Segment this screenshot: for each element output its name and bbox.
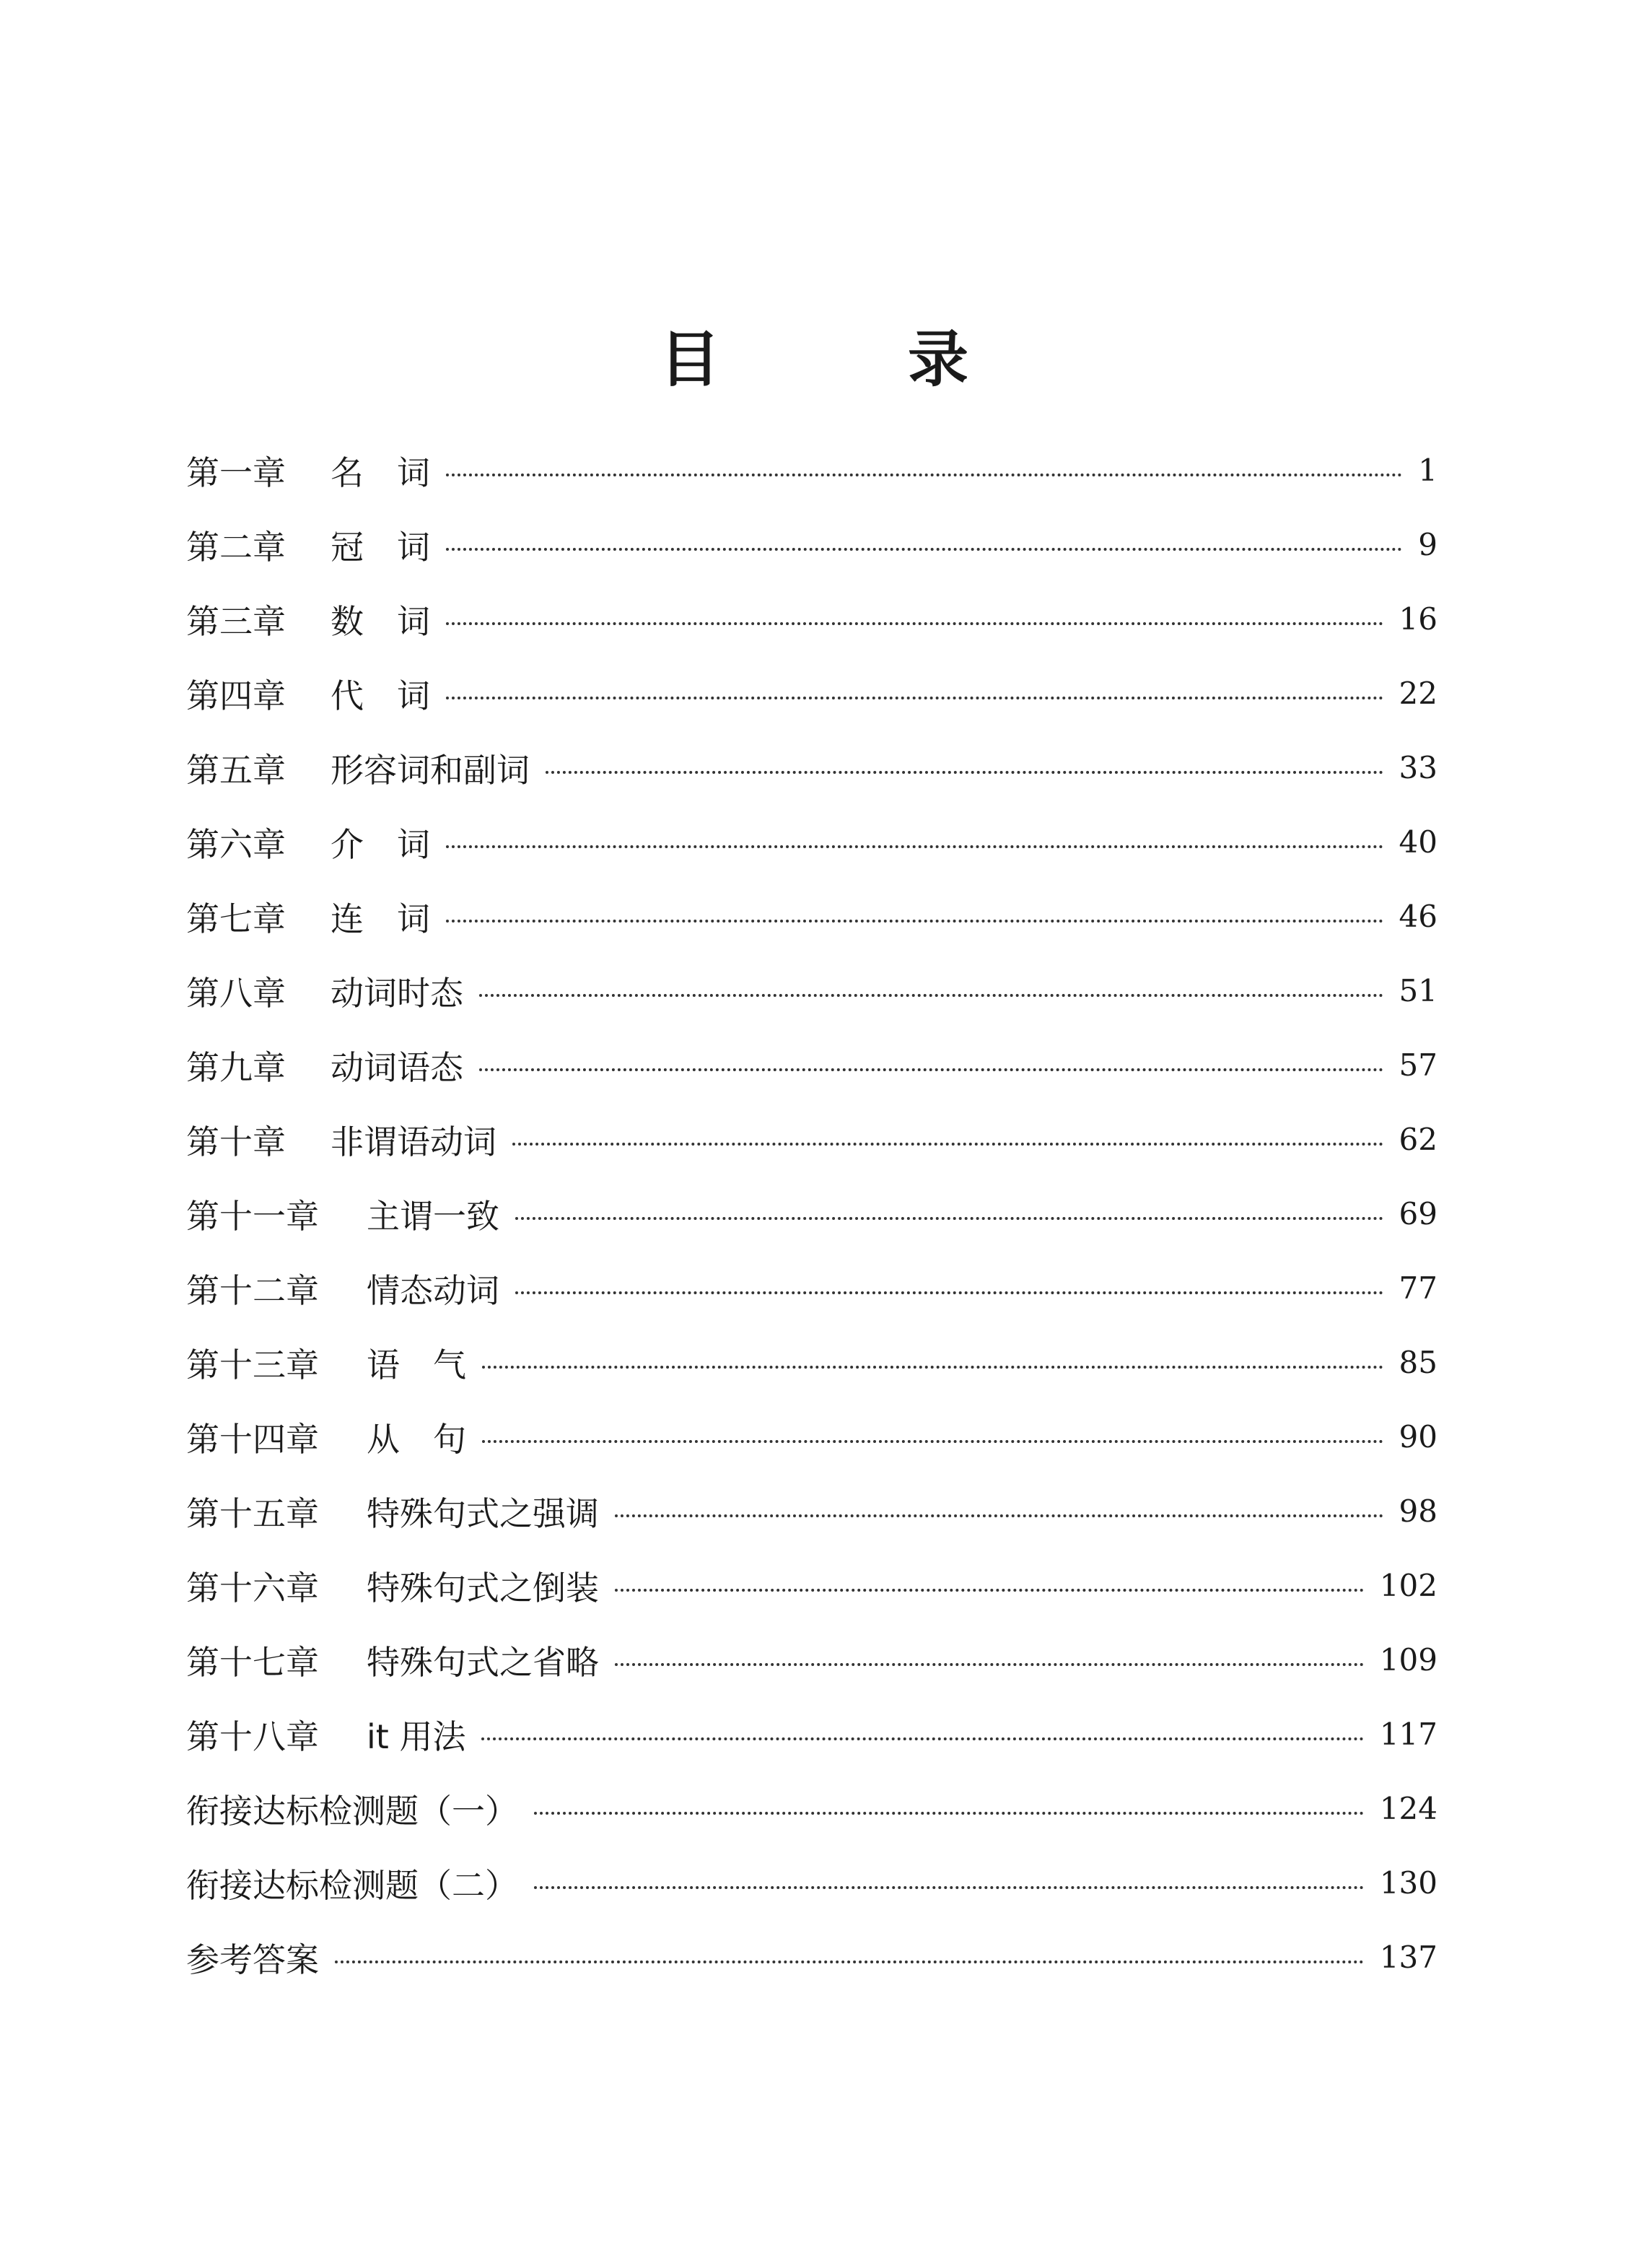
dot-leader [534,1886,1364,1889]
dot-leader [335,1960,1364,1963]
dot-leader [479,1068,1383,1071]
toc-chapter-number: 第八章 [186,973,286,1013]
dot-leader [515,1291,1383,1294]
toc-chapter-number: 第二章 [186,527,286,567]
toc-chapter-title: it 用法 [367,1717,466,1756]
dot-leader [446,920,1383,923]
toc-entry-15[interactable] [186,1474,1437,1548]
toc-page-number: 77 [1399,1270,1437,1306]
toc-chapter-number: 第十章 [186,1122,286,1161]
toc-chapter-number: 第十四章 [186,1419,319,1459]
dot-leader [482,1366,1383,1369]
toc-chapter-number: 第十七章 [186,1642,319,1682]
toc-chapter-number: 第十一章 [186,1196,319,1236]
toc-page-number: 46 [1399,899,1437,934]
toc-page-number: 69 [1399,1196,1437,1231]
toc-section-title: 参考答案 [186,1940,319,1979]
toc-chapter-number: 第六章 [186,824,286,864]
dot-leader [479,994,1383,997]
toc-chapter-title: 非谓语动词 [331,1122,496,1161]
dot-leader [615,1589,1364,1592]
toc-chapter-number: 第九章 [186,1047,286,1087]
toc-chapter-title: 特殊句式之省略 [367,1642,599,1682]
toc-entry-9[interactable] [186,1028,1437,1102]
toc-entry-12[interactable] [186,1251,1437,1325]
toc-page-number: 117 [1379,1717,1437,1752]
toc-chapter-title: 从 句 [367,1419,466,1459]
page-title: 目 录 [659,324,1032,395]
toc-page-number: 1 [1418,453,1437,488]
toc-chapter-title: 形容词和副词 [331,750,530,790]
toc-page-number: 51 [1399,973,1437,1008]
toc-chapter-number: 第三章 [186,601,286,641]
dot-leader [481,1737,1363,1740]
dot-leader [482,1440,1383,1443]
toc-chapter-title: 情态动词 [367,1270,499,1310]
dot-leader [615,1514,1383,1517]
toc-page-number: 130 [1379,1865,1437,1901]
toc-page-number: 85 [1399,1345,1437,1380]
toc-chapter-title: 主谓一致 [367,1196,499,1236]
toc-entry-3[interactable] [186,582,1437,656]
toc-chapter-number: 第十五章 [186,1493,319,1533]
toc-chapter-title: 介 词 [331,824,430,864]
toc-page-number: 40 [1399,824,1437,860]
toc-chapter-title: 动词时态 [331,973,463,1013]
toc-chapter-title: 代 词 [331,676,430,715]
toc-entry-7[interactable] [186,879,1437,954]
toc-entry-16[interactable] [186,1548,1437,1623]
toc-chapter-title: 连 词 [331,899,430,938]
toc-entry-2[interactable] [186,507,1437,582]
toc-entry-21[interactable] [186,1920,1437,1994]
toc-page-number: 9 [1418,527,1437,562]
toc-chapter-title: 冠 词 [331,527,430,567]
toc-chapter-number: 第十六章 [186,1568,319,1608]
toc-entry-10[interactable] [186,1102,1437,1177]
toc-entry-14[interactable] [186,1400,1437,1474]
toc-page-number: 124 [1379,1791,1437,1826]
table-of-contents [186,433,1437,1994]
toc-page-number: 57 [1399,1047,1437,1083]
toc-chapter-title: 特殊句式之倒装 [367,1568,599,1608]
toc-chapter-number: 第十八章 [186,1717,319,1756]
toc-page-number: 137 [1379,1940,1437,1975]
dot-leader [546,771,1383,774]
toc-entry-17[interactable] [186,1623,1437,1697]
toc-entry-19[interactable] [186,1771,1437,1846]
dot-leader [446,697,1383,699]
toc-entry-1[interactable] [186,433,1437,507]
toc-page-number: 98 [1399,1493,1437,1529]
toc-chapter-title: 名 词 [331,453,430,492]
toc-entry-18[interactable] [186,1697,1437,1771]
dot-leader [446,622,1383,625]
toc-entry-13[interactable] [186,1325,1437,1400]
toc-chapter-title: 特殊句式之强调 [367,1493,599,1533]
toc-page-number: 102 [1379,1568,1437,1603]
toc-page-number: 90 [1399,1419,1437,1454]
toc-chapter-number: 第十二章 [186,1270,319,1310]
toc-section-title: 衔接达标检测题（一） [186,1791,518,1831]
toc-section-title: 衔接达标检测题（二） [186,1865,518,1905]
toc-chapter-number: 第五章 [186,750,286,790]
toc-chapter-number: 第七章 [186,899,286,938]
toc-entry-4[interactable] [186,656,1437,730]
toc-page-number: 62 [1399,1122,1437,1157]
toc-entry-5[interactable] [186,730,1437,805]
toc-entry-20[interactable] [186,1846,1437,1920]
dot-leader [446,845,1383,848]
dot-leader [515,1217,1383,1220]
toc-entry-11[interactable] [186,1177,1437,1251]
toc-entry-8[interactable] [186,954,1437,1028]
toc-chapter-title: 动词语态 [331,1047,463,1087]
dot-leader [534,1812,1364,1815]
toc-chapter-number: 第一章 [186,453,286,492]
toc-chapter-title: 语 气 [367,1345,466,1384]
toc-page-number: 16 [1399,601,1437,637]
dot-leader [512,1143,1383,1146]
toc-page-number: 33 [1399,750,1437,785]
toc-page-number: 22 [1399,676,1437,711]
toc-chapter-title: 数 词 [331,601,430,641]
dot-leader [446,474,1402,476]
toc-page-number: 109 [1379,1642,1437,1678]
toc-chapter-number: 第十三章 [186,1345,319,1384]
toc-chapter-number: 第四章 [186,676,286,715]
dot-leader [615,1663,1364,1666]
dot-leader [446,548,1402,551]
toc-entry-6[interactable] [186,805,1437,879]
